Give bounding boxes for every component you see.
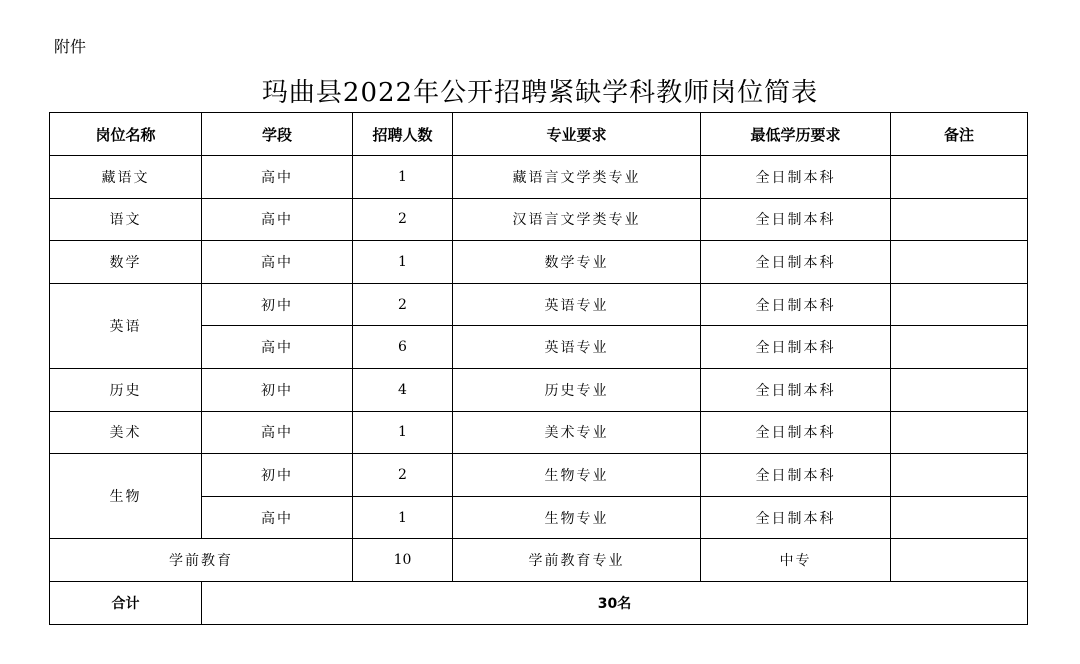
cell-count: 10 [353,539,453,582]
table-row [50,283,1028,326]
cell-major: 汉语言文学类专业 [453,198,701,241]
header-count: 招聘人数 [353,113,453,156]
cell-count: 2 [353,283,453,326]
header-major: 专业要求 [453,113,701,156]
cell-stage: 初中 [202,454,353,497]
cell-remark [891,539,1028,582]
table-row [50,539,1028,582]
header-stage: 学段 [202,113,353,156]
cell-education: 全日制本科 [701,496,891,539]
cell-remark [891,368,1028,411]
cell-count: 2 [353,454,453,497]
cell-count: 1 [353,496,453,539]
header-remark: 备注 [891,113,1028,156]
cell-major: 生物专业 [453,454,701,497]
table-row [50,454,1028,497]
cell-remark [891,156,1028,199]
table-row [50,368,1028,411]
cell-position: 历史 [50,368,202,411]
page-title: 玛曲县2022年公开招聘紧缺学科教师岗位简表 [261,78,819,108]
cell-major: 英语专业 [453,283,701,326]
attachment-label: 附件 [54,37,87,56]
cell-position: 美术 [50,411,202,454]
cell-major: 生物专业 [453,496,701,539]
cell-education: 全日制本科 [701,283,891,326]
cell-remark [891,454,1028,497]
cell-count: 4 [353,368,453,411]
cell-remark [891,496,1028,539]
cell-position: 数学 [50,241,202,284]
total-value: 30名 [202,581,1028,624]
cell-count: 2 [353,198,453,241]
header-education: 最低学历要求 [701,113,891,156]
cell-count: 1 [353,241,453,284]
cell-remark [891,198,1028,241]
cell-stage: 高中 [202,326,353,369]
cell-stage: 高中 [202,496,353,539]
cell-education: 全日制本科 [701,156,891,199]
table-row [50,198,1028,241]
total-row [50,581,1028,624]
cell-education: 全日制本科 [701,241,891,284]
cell-major: 英语专业 [453,326,701,369]
cell-major: 历史专业 [453,368,701,411]
cell-count: 1 [353,156,453,199]
cell-stage: 初中 [202,283,353,326]
cell-major: 藏语言文学类专业 [453,156,701,199]
cell-count: 6 [353,326,453,369]
table-row [50,241,1028,284]
cell-education: 全日制本科 [701,411,891,454]
cell-position: 藏语文 [50,156,202,199]
cell-remark [891,326,1028,369]
cell-position: 语文 [50,198,202,241]
cell-education: 中专 [701,539,891,582]
cell-major: 美术专业 [453,411,701,454]
header-position: 岗位名称 [50,113,202,156]
job-table [49,112,1028,625]
cell-stage: 高中 [202,411,353,454]
cell-remark [891,283,1028,326]
cell-stage: 初中 [202,368,353,411]
cell-position: 学前教育 [50,539,353,582]
cell-position: 英语 [50,283,202,368]
cell-stage: 高中 [202,198,353,241]
table-row [50,411,1028,454]
cell-remark [891,241,1028,284]
cell-stage: 高中 [202,241,353,284]
cell-education: 全日制本科 [701,454,891,497]
cell-position: 生物 [50,454,202,539]
cell-stage: 高中 [202,156,353,199]
cell-count: 1 [353,411,453,454]
total-label: 合计 [50,581,202,624]
table-row [50,156,1028,199]
table-header-row [50,113,1028,156]
cell-education: 全日制本科 [701,198,891,241]
cell-education: 全日制本科 [701,368,891,411]
cell-education: 全日制本科 [701,326,891,369]
cell-major: 数学专业 [453,241,701,284]
cell-major: 学前教育专业 [453,539,701,582]
cell-remark [891,411,1028,454]
